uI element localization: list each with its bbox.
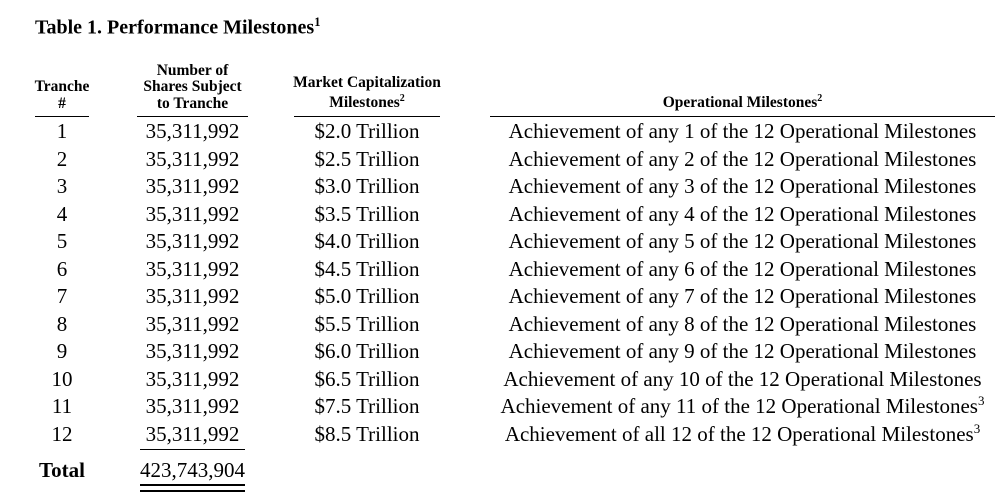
double-rule-below-total bbox=[140, 484, 245, 492]
table-header-row bbox=[0, 57, 1000, 117]
cell-market-cap bbox=[294, 283, 440, 311]
operational-text bbox=[509, 174, 977, 199]
shares-value: 35,311,992 bbox=[145, 284, 240, 309]
cell-shares bbox=[137, 283, 248, 311]
table-row bbox=[0, 118, 1000, 146]
header-shares bbox=[137, 57, 248, 117]
operational-text bbox=[509, 339, 977, 364]
cell-operational bbox=[490, 146, 995, 174]
tranche-number: 2 bbox=[56, 146, 68, 171]
operational-text bbox=[509, 312, 977, 337]
cell-tranche-number bbox=[32, 338, 92, 366]
cell-operational bbox=[490, 201, 995, 229]
tranche-number: 11 bbox=[51, 394, 73, 419]
table-row bbox=[0, 393, 1000, 421]
header-shares-line3: to Tranche bbox=[156, 94, 229, 112]
cell-operational bbox=[490, 283, 995, 311]
shares-value: 35,311,992 bbox=[145, 311, 240, 336]
tranche-number: 10 bbox=[51, 366, 73, 391]
operational-text bbox=[509, 119, 977, 144]
cell-operational bbox=[490, 366, 995, 394]
market-cap-value: $5.5 Trillion bbox=[314, 311, 420, 336]
operational-text bbox=[503, 367, 981, 392]
tranche-number: 5 bbox=[56, 229, 68, 254]
operational-text bbox=[505, 422, 980, 447]
cell-tranche-number bbox=[32, 421, 92, 449]
operational-text-main: Achievement of any 2 of the 12 Operational Milestones bbox=[508, 146, 977, 171]
cell-tranche-number bbox=[32, 118, 92, 146]
market-cap-value: $4.0 Trillion bbox=[314, 229, 420, 254]
header-market-cap bbox=[294, 57, 440, 117]
total-label: Total bbox=[39, 458, 85, 482]
operational-text-main: Achievement of any 4 of the 12 Operational Milestones bbox=[508, 201, 977, 226]
operational-superscript: 3 bbox=[973, 420, 981, 436]
shares-value: 35,311,992 bbox=[145, 421, 240, 446]
operational-text-main: Achievement of any 7 of the 12 Operational Milestones bbox=[508, 284, 977, 309]
header-market-cap-superscript: 2 bbox=[399, 93, 405, 105]
operational-text-main: Achievement of any 8 of the 12 Operational Milestones bbox=[508, 311, 977, 336]
table-body bbox=[0, 118, 1000, 448]
rule-above-total bbox=[140, 449, 245, 450]
cell-shares bbox=[137, 228, 248, 256]
header-market-cap-line2: Milestones$^2$ bbox=[329, 93, 405, 112]
shares-value: 35,311,992 bbox=[145, 256, 240, 281]
table-row bbox=[0, 173, 1000, 201]
tranche-number: 3 bbox=[56, 174, 68, 199]
operational-text bbox=[509, 147, 977, 172]
header-rule-tranche bbox=[35, 116, 89, 117]
cell-operational bbox=[490, 173, 995, 201]
header-operational bbox=[490, 57, 995, 117]
operational-text-main: Achievement of any 10 of the 12 Operational Milestones bbox=[503, 366, 982, 391]
cell-tranche-number bbox=[32, 146, 92, 174]
market-cap-value: $3.0 Trillion bbox=[314, 174, 420, 199]
operational-text bbox=[501, 394, 985, 419]
table-row bbox=[0, 228, 1000, 256]
cell-shares bbox=[137, 338, 248, 366]
table-row bbox=[0, 366, 1000, 394]
cell-shares bbox=[137, 256, 248, 284]
market-cap-value: $7.5 Trillion bbox=[314, 394, 420, 419]
operational-text bbox=[509, 202, 977, 227]
header-rule-operational bbox=[490, 116, 995, 117]
cell-tranche-number bbox=[32, 173, 92, 201]
shares-value: 35,311,992 bbox=[145, 174, 240, 199]
table-row bbox=[0, 311, 1000, 339]
operational-text-main: Achievement of any 9 of the 12 Operational Milestones bbox=[508, 339, 977, 364]
market-cap-value: $3.5 Trillion bbox=[314, 201, 420, 226]
header-operational-line1: Operational Milestones$^2$ bbox=[662, 93, 823, 112]
market-cap-value: $2.0 Trillion bbox=[314, 119, 420, 144]
shares-value: 35,311,992 bbox=[145, 119, 240, 144]
cell-shares bbox=[137, 393, 248, 421]
cell-operational bbox=[490, 256, 995, 284]
cell-market-cap bbox=[294, 173, 440, 201]
header-tranche-line1: Tranche bbox=[34, 78, 90, 95]
tranche-number: 8 bbox=[56, 311, 68, 336]
header-shares-line1: Number of bbox=[156, 61, 229, 79]
cell-tranche-number bbox=[32, 201, 92, 229]
market-cap-value: $2.5 Trillion bbox=[314, 146, 420, 171]
operational-text bbox=[509, 257, 977, 282]
shares-value: 35,311,992 bbox=[145, 201, 240, 226]
shares-value: 35,311,992 bbox=[145, 229, 240, 254]
tranche-number: 6 bbox=[56, 256, 68, 281]
cell-market-cap bbox=[294, 311, 440, 339]
cell-market-cap bbox=[294, 256, 440, 284]
header-market-cap-line1: Market Capitalization bbox=[293, 73, 441, 91]
cell-market-cap bbox=[294, 118, 440, 146]
shares-value: 35,311,992 bbox=[145, 394, 240, 419]
cell-tranche-number bbox=[32, 228, 92, 256]
cell-shares bbox=[137, 366, 248, 394]
table-row bbox=[0, 338, 1000, 366]
operational-text bbox=[509, 229, 977, 254]
cell-tranche-number bbox=[32, 256, 92, 284]
table-row bbox=[0, 201, 1000, 229]
tranche-number: 7 bbox=[56, 284, 68, 309]
cell-market-cap bbox=[294, 393, 440, 421]
cell-shares bbox=[137, 311, 248, 339]
operational-text-main: Achievement of any 11 of the 12 Operational Milestones bbox=[500, 394, 978, 419]
shares-value: 35,311,992 bbox=[145, 339, 240, 364]
cell-shares bbox=[137, 146, 248, 174]
shares-value: 35,311,992 bbox=[145, 146, 240, 171]
cell-market-cap bbox=[294, 366, 440, 394]
table-title bbox=[35, 10, 320, 40]
operational-superscript: 3 bbox=[977, 393, 985, 409]
operational-text-main: Achievement of any 5 of the 12 Operational Milestones bbox=[508, 229, 977, 254]
cell-shares bbox=[137, 201, 248, 229]
cell-tranche-number bbox=[32, 366, 92, 394]
operational-text bbox=[509, 284, 977, 309]
table-total-row bbox=[0, 449, 1000, 497]
tranche-number: 12 bbox=[51, 421, 73, 446]
cell-market-cap bbox=[294, 228, 440, 256]
cell-operational bbox=[490, 228, 995, 256]
header-rule-shares bbox=[137, 116, 248, 117]
market-cap-value: $5.0 Trillion bbox=[314, 284, 420, 309]
cell-market-cap bbox=[294, 421, 440, 449]
table-row bbox=[0, 283, 1000, 311]
total-shares-value: 423,743,904 bbox=[140, 458, 245, 482]
operational-text-main: Achievement of all 12 of the 12 Operational Milestones bbox=[504, 421, 974, 446]
cell-market-cap bbox=[294, 338, 440, 366]
market-cap-value: $6.0 Trillion bbox=[314, 339, 420, 364]
operational-text-main: Achievement of any 6 of the 12 Operational Milestones bbox=[508, 256, 977, 281]
operational-text-main: Achievement of any 3 of the 12 Operational Milestones bbox=[508, 174, 977, 199]
table-title-text: Table 1. Performance Milestones bbox=[35, 16, 315, 39]
cell-tranche-number bbox=[32, 283, 92, 311]
cell-operational bbox=[490, 421, 995, 449]
header-operational-superscript: 2 bbox=[817, 93, 823, 105]
cell-market-cap bbox=[294, 201, 440, 229]
cell-shares bbox=[137, 173, 248, 201]
market-cap-value: $8.5 Trillion bbox=[314, 421, 420, 446]
header-tranche bbox=[32, 57, 92, 117]
tranche-number: 4 bbox=[56, 201, 68, 226]
tranche-number: 9 bbox=[56, 339, 68, 364]
cell-operational bbox=[490, 338, 995, 366]
cell-operational bbox=[490, 393, 995, 421]
cell-operational bbox=[490, 118, 995, 146]
shares-value: 35,311,992 bbox=[145, 366, 240, 391]
header-shares-line2: Shares Subject bbox=[143, 78, 242, 95]
cell-operational bbox=[490, 311, 995, 339]
header-tranche-line2: # bbox=[58, 94, 66, 112]
operational-text-main: Achievement of any 1 of the 12 Operational Milestones bbox=[508, 119, 977, 144]
table-row bbox=[0, 256, 1000, 284]
cell-tranche-number bbox=[32, 393, 92, 421]
table-row bbox=[0, 421, 1000, 449]
header-rule-market-cap bbox=[294, 116, 440, 117]
market-cap-value: $6.5 Trillion bbox=[314, 366, 420, 391]
cell-market-cap bbox=[294, 146, 440, 174]
cell-tranche-number bbox=[32, 311, 92, 339]
table-row bbox=[0, 146, 1000, 174]
market-cap-value: $4.5 Trillion bbox=[314, 256, 420, 281]
table-title-superscript: 1 bbox=[314, 15, 321, 29]
cell-shares bbox=[137, 118, 248, 146]
cell-shares bbox=[137, 421, 248, 449]
tranche-number: 1 bbox=[56, 119, 68, 144]
